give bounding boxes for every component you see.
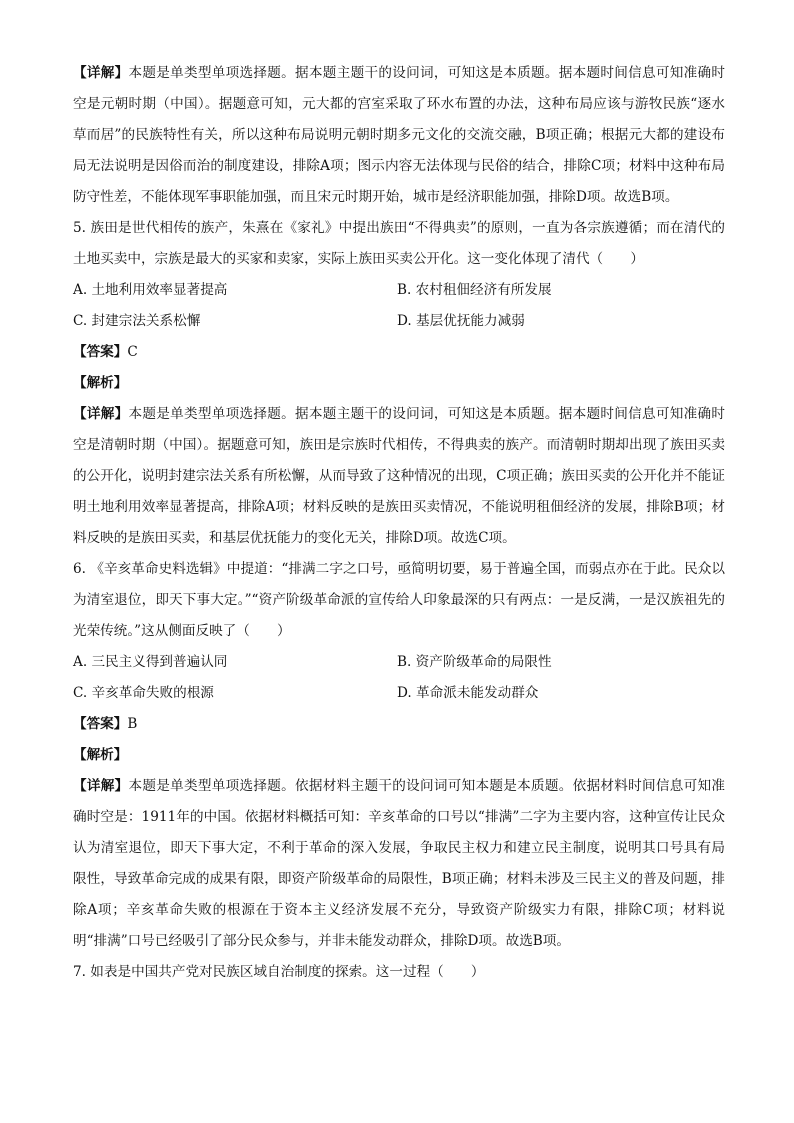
q5-answer-label: 【答案】 [73, 344, 128, 360]
q6-options [73, 647, 725, 709]
q6-analysis-label: 【解析】 [73, 747, 128, 763]
q6-detail [73, 771, 725, 957]
q6-option-c: C. 辛亥革命失败的根源 [73, 685, 214, 701]
q5-answer-value: C [127, 344, 138, 360]
q4-detail-label: 【详解】 [73, 65, 129, 81]
q5-option-d: D. 基层优抚能力减弱 [397, 313, 525, 329]
q6-stem: 6. 《辛亥革命史料选辑》中提道：“排满二字之口号，亟简明切要，易于普遍全国，而弱点亦在于此。民众以为清室退位，即天下事大定。”“资产阶级革命派的宣传给人印象最深的只有两点：一是反满，一是汉族祖先的光荣传统。”这从侧面反映了（ ） [73, 561, 725, 639]
q5-answer [73, 337, 725, 368]
q6-answer [73, 709, 725, 740]
q6-option-b: B. 资产阶级革命的局限性 [397, 654, 552, 670]
q5-detail-text: 本题是单类型单项选择题。据本题主题干的设问词，可知这是本质题。据本题时间信息可知准确时空是清朝时期（中国）。据题意可知，族田是宗族时代相传，不得典卖的族产。而清朝时期却出现了族田买卖的公开化，说明封建宗法关系有所松懈，从而导致了这种情况的出现，C项正确；族田买卖的公开化并不能证明土地利用效率显著提高，排除A项；材料反映的是族田买卖情况，不能说明租佃经济的发展，排除B项；材料反映的是族田买卖，和基层优抚能力的变化无关，排除D项。故选C项。 [73, 406, 725, 546]
page-content [73, 58, 725, 988]
q6-detail-label: 【详解】 [73, 778, 129, 794]
q6-detail-text: 本题是单类型单项选择题。依据材料主题干的设问词可知本题是本质题。依据材料时间信息可知准确时空是：1911年的中国。依据材料概括可知：辛亥革命的口号以“排满”二字为主要内容，这种宣传让民众认为清室退位，即天下事大定，不利于革命的深入发展，争取民主权力和建立民主制度，说明其口号具有局限性，导致革命完成的成果有限，即资产阶级革命的局限性，B项正确；材料未涉及三民主义的普及问题，排除A项；辛亥革命失败的根源在于资本主义经济发展不充分，导致资产阶级实力有限，排除C项；材料说明“排满”口号已经吸引了部分民众参与，并非未能发动群众，排除D项。故选B项。 [73, 778, 725, 949]
q5-option-a: A. 土地利用效率显著提高 [73, 282, 228, 298]
q7-stem: 7. 如表是中国共产党对民族区域自治制度的探索。这一过程（ ） [73, 964, 485, 980]
q6-option-a: A. 三民主义得到普遍认同 [73, 654, 228, 670]
q6-option-d: D. 革命派未能发动群众 [397, 685, 539, 701]
q5-option-c: C. 封建宗法关系松懈 [73, 313, 201, 329]
q5-stem: 5. 族田是世代相传的族产，朱熹在《家礼》中提出族田“不得典卖”的原则，一直为各宗族遵循；而在清代的土地买卖中，宗族是最大的买家和卖家，实际上族田买卖公开化。这一变化体现了清代（ ） [73, 220, 725, 267]
q5-options [73, 275, 725, 337]
q6-answer-label: 【答案】 [73, 716, 128, 732]
q5-option-b: B. 农村租佃经济有所发展 [397, 282, 552, 298]
q5-analysis-label: 【解析】 [73, 375, 128, 391]
q5-detail-label: 【详解】 [73, 406, 129, 422]
q5-detail [73, 399, 725, 554]
q4-detail-text: 本题是单类型单项选择题。据本题主题干的设问词，可知这是本质题。据本题时间信息可知准确时空是元朝时期（中国）。据题意可知，元大都的宫室采取了环水布置的办法，这种布局应该与游牧民族“逐水草而居”的民族特性有关，所以这种布局说明元朝时期多元文化的交流交融，B项正确；根据元大都的建设布局无法说明是因俗而治的制度建设，排除A项；图示内容无法体现与民俗的结合，排除C项；材料中这种布局防守性差，不能体现军事职能加强，而且宋元时期开始，城市是经济职能加强，排除D项。故选B项。 [73, 65, 725, 205]
q4-detail [73, 58, 725, 213]
q6-answer-value: B [127, 716, 138, 732]
